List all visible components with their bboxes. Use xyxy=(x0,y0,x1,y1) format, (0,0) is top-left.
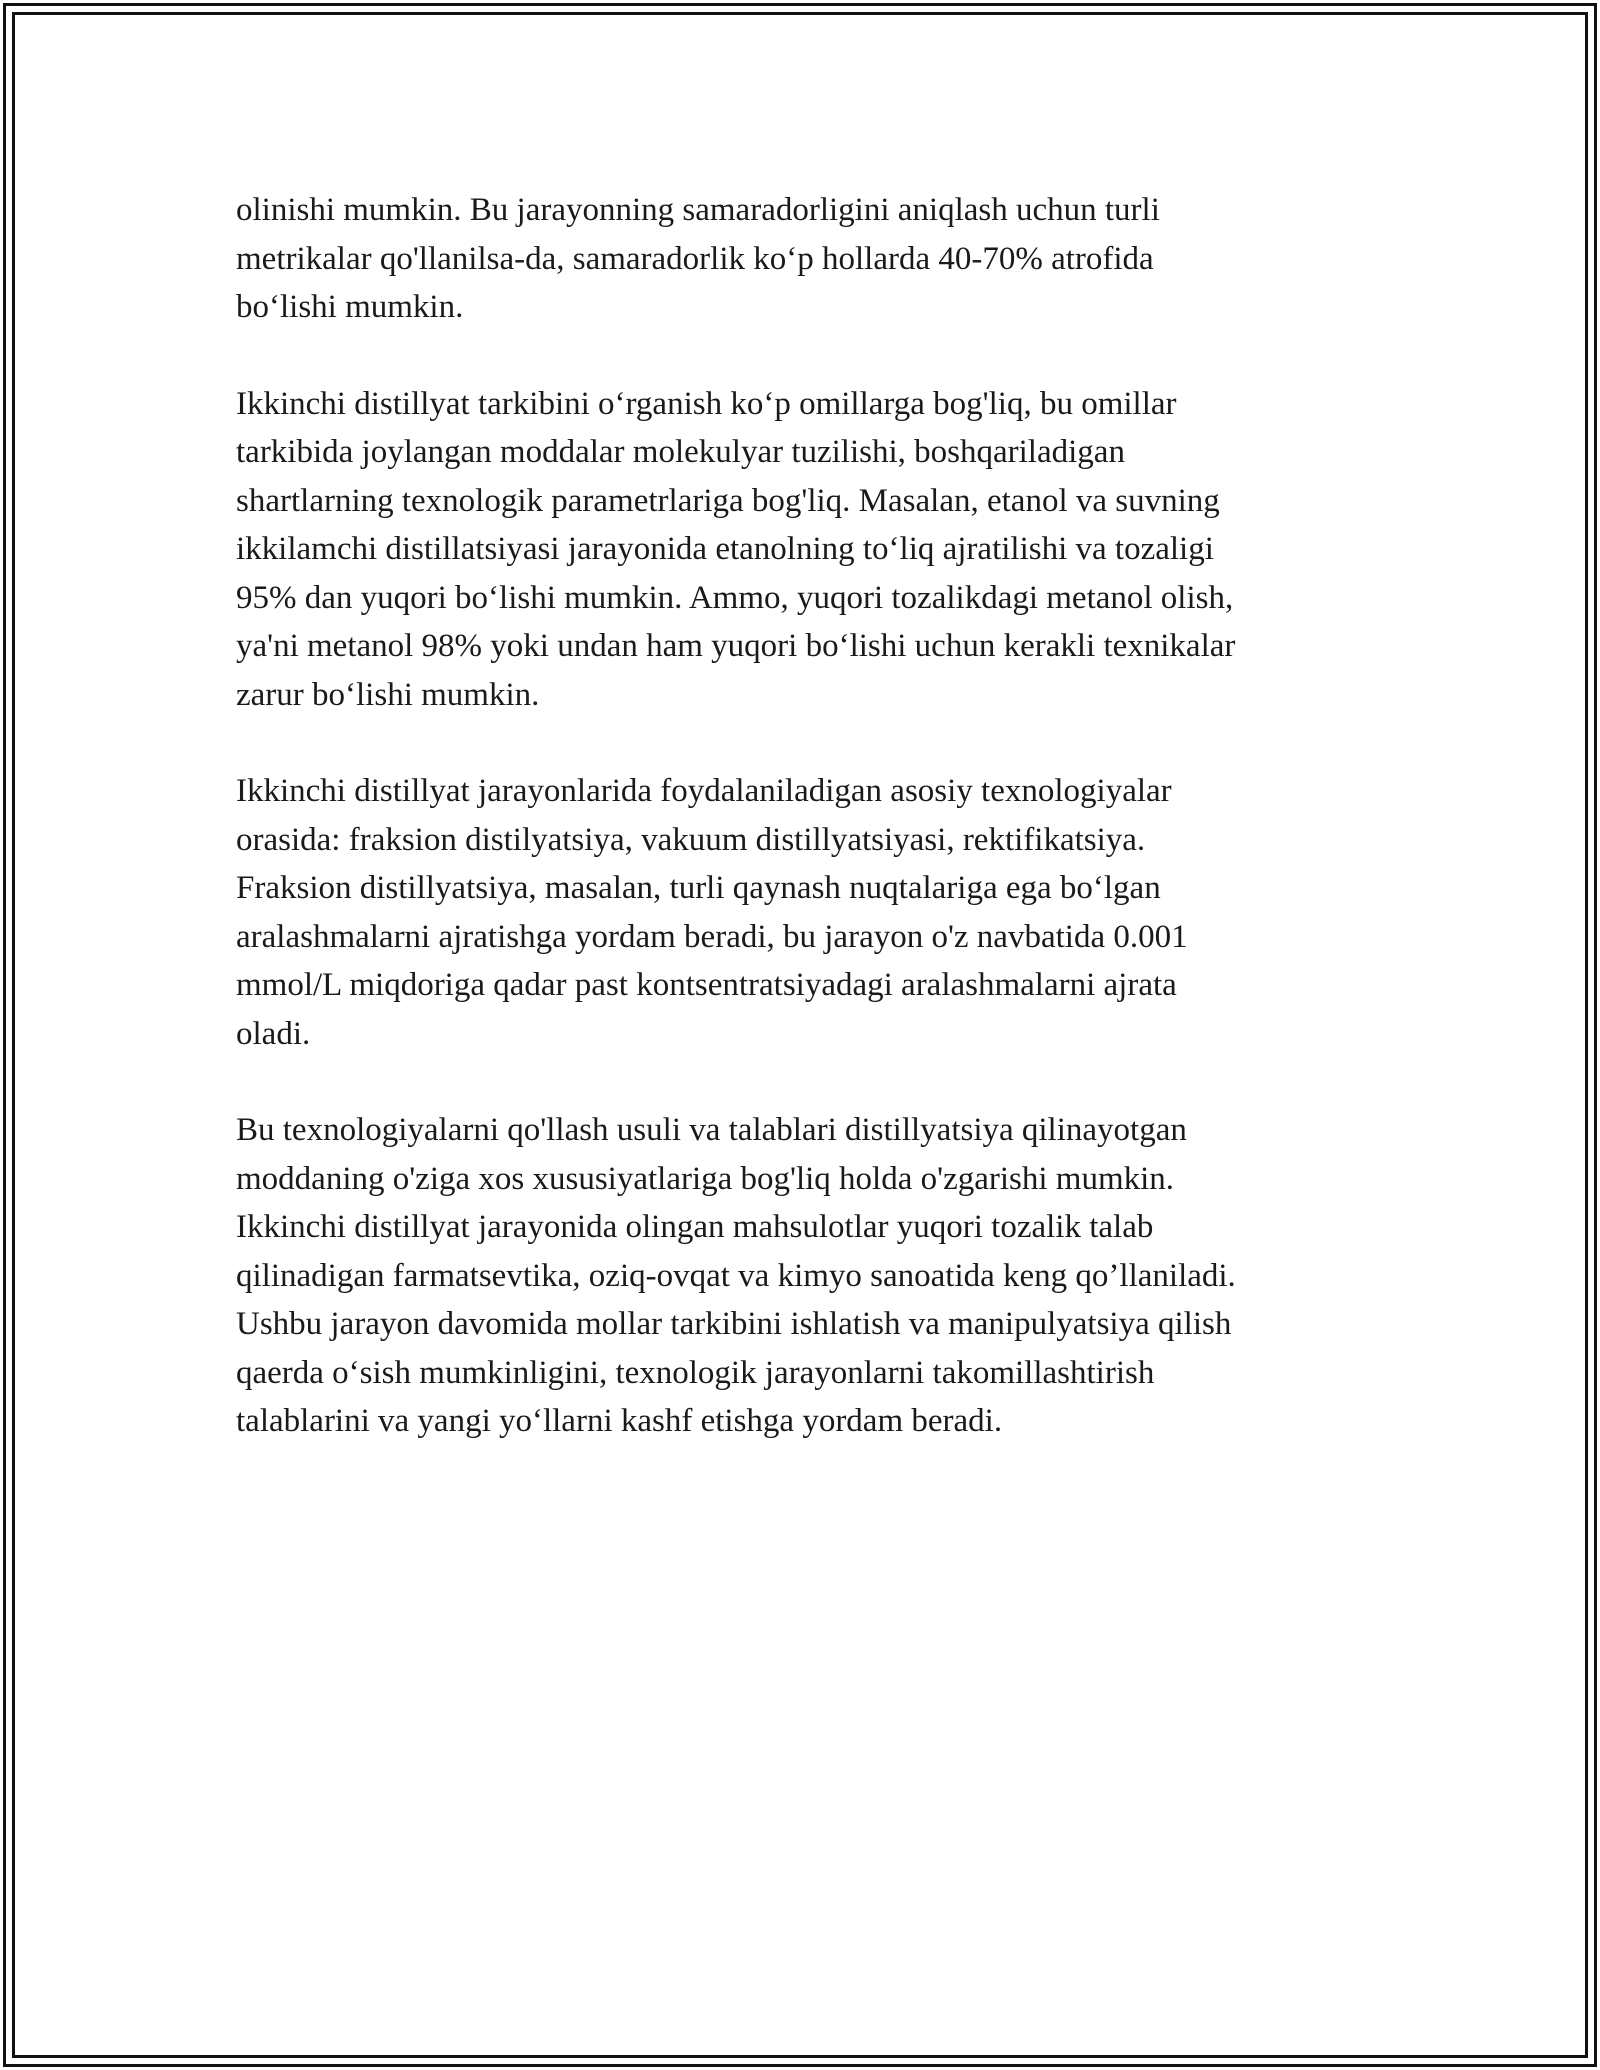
paragraph-4: Bu texnologiyalarni qo'llash usuli va talablari distillyatsiya qilinayotgan moddaning o'ziga xos xususiyatlariga bog'liq holda o'zgarishi mumkin. Ikkinchi distillyat jarayonida olingan mahsulotlar yuqori tozalik talab qilinadigan farmatsevtika, oziq-ovqat va kimyo sanoatida keng qo’llaniladi. Ushbu jarayon davomida mollar tarkibini ishlatish va manipulyatsiya qilish qaerda o‘sish mumkinligini, texnologik jarayonlarni takomillashtirish talablarini va yangi yo‘llarni kashf etishga yordam beradi. xyxy=(236,1112,1236,1439)
paragraph-2: Ikkinchi distillyat tarkibini o‘rganish ko‘p omillarga bog'liq, bu omillar tarkibida joylangan moddalar molekulyar tuzilishi, boshqariladigan shartlarning texnologik parametrlariga bog'liq. Masalan, etanol va suvning ikkilamchi distillatsiyasi jarayonida etanolning to‘liq ajratilishi va tozaligi 95% dan yuqori bo‘lishi mumkin. Ammo, yuqori tozalikdagi metanol olish, ya'ni metanol 98% yoki undan ham yuqori bo‘lishi uchun kerakli texnikalar zarur bo‘lishi mumkin. xyxy=(236,385,1236,713)
paragraph-1: olinishi mumkin. Bu jarayonning samaradorligini aniqlash uchun turli metrikalar qo'llanilsa-da, samaradorlik ko‘p hollarda 40-70% atrofida bo‘lishi mumkin. xyxy=(236,192,1160,325)
document-body xyxy=(236,186,1364,1494)
paragraph-3: Ikkinchi distillyat jarayonlarida foydalaniladigan asosiy texnologiyalar orasida: fraksion distilyatsiya, vakuum distillyatsiyasi, rektifikatsiya. Fraksion distillyatsiya, masalan, turli qaynash nuqtalariga ega bo‘lgan aralashmalarni ajratishga yordam beradi, bu jarayon o'z navbatida 0.001 mmol/L miqdoriga qadar past kontsentratsiyadagi aralashmalarni ajrata oladi. xyxy=(236,773,1188,1052)
